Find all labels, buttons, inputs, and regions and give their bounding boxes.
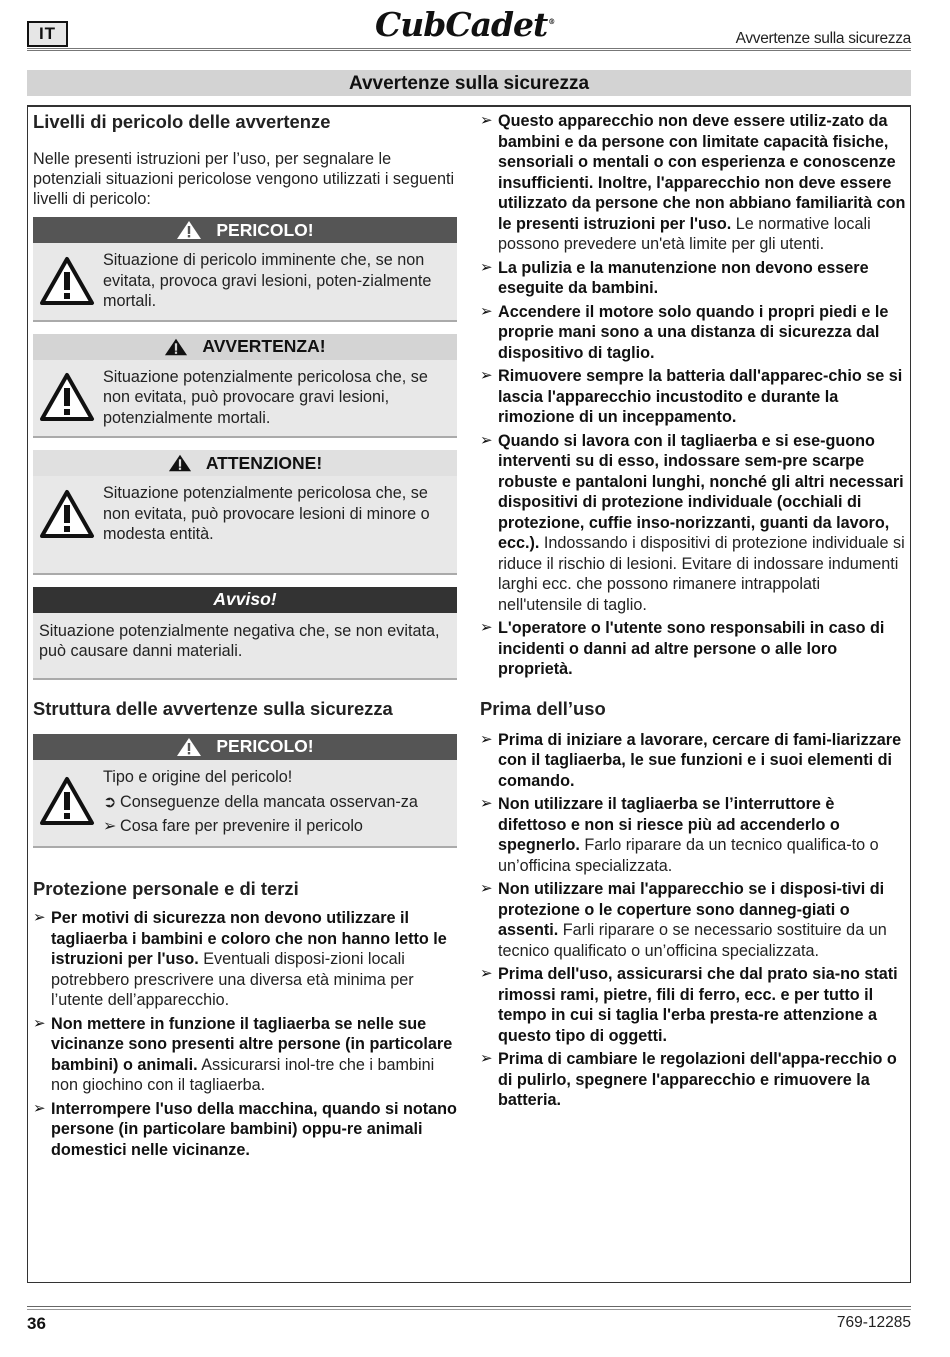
heading-danger-levels: Livelli di pericolo delle avvertenze xyxy=(33,111,331,132)
warning-triangle-icon xyxy=(39,372,95,422)
caution-box xyxy=(33,450,457,575)
notice-header xyxy=(33,587,457,613)
danger-label: PERICOLO! xyxy=(216,219,314,240)
hazard-type-line: Tipo e origine del pericolo! xyxy=(103,767,293,786)
list-item: ➢ Accendere il motore solo quando i propri piedi e le proprie mani sono a una distanza di sicurezza dal dispositivo di taglio. xyxy=(480,302,906,364)
notice-box xyxy=(33,587,457,680)
list-item: ➢ Prima di iniziare a lavorare, cercare di fami-liarizzare con il tagliaerba, le sue funzioni e i suoi elementi di comando. xyxy=(480,730,906,792)
running-header: Avvertenze sulla sicurezza xyxy=(735,30,911,47)
warning-triangle-icon xyxy=(168,453,192,473)
list-item: ➢ Non utilizzare mai l'apparecchio se i disposi-tivi di protezione o le coperture sono danneg-giati o assenti. Farli riparare o se necessario sostituire da un tecnico qualificato o un’officina specializzata. xyxy=(480,879,906,961)
document-number: 769-12285 xyxy=(836,1314,911,1331)
arrow-circle-icon: ➲ xyxy=(103,793,117,811)
list-item: ➢ L'operatore o l'utente sono responsabili in caso di incidenti o danni ad altre persone o alle loro proprietà. xyxy=(480,618,906,680)
warning-box xyxy=(33,334,457,439)
right-bullet-list-a xyxy=(480,111,906,680)
section-title-bar: Avvertenze sulla sicurezza xyxy=(27,70,911,96)
danger-box xyxy=(33,217,457,322)
list-item: ➢ Questo apparecchio non deve essere utiliz-zato da bambini e da persone con limitate capacità fisiche, sensoriali o mentali o con esperienza e conoscenze insufficienti. Inoltre, l'apparecchio non deve essere utilizzato da persone che non abbiano familiarità con le presenti istruzioni per l'uso. Le normative locali possono prevedere un'età limite per gli utenti. xyxy=(480,111,906,255)
header-rule xyxy=(27,48,911,51)
right-column xyxy=(480,111,906,1111)
caution-label: ATTENZIONE! xyxy=(205,452,323,473)
intro-paragraph: Nelle presenti istruzioni per l’uso, per segnalare le potenziali situazioni pericolose vengono utilizzati i seguenti livelli di pericolo: xyxy=(33,150,455,208)
danger-text: Situazione di pericolo imminente che, se non evitata, provoca gravi lesioni, poten-zialmente mortali. xyxy=(103,251,432,310)
list-item: ➢ Non mettere in funzione il tagliaerba se nelle sue vicinanze sono presenti altre persone (in particolare bambini) o animali. Assicurarsi inol-tre che i bambini non giochino con il tagliaerba. xyxy=(33,1014,457,1096)
heading-structure: Struttura delle avvertenze sulla sicurezza xyxy=(33,697,393,719)
heading-personal-protection: Protezione personale e di terzi xyxy=(33,878,299,899)
list-item: ➢ Prima di cambiare le regolazioni dell'appa-recchio o di pulirlo, spegnere l'apparecchio e rimuovere la batteria. xyxy=(480,1049,906,1111)
arrow-bullet-icon: ➢ xyxy=(103,816,117,835)
structure-box xyxy=(33,734,457,849)
list-item: ➢ La pulizia e la manutenzione non devono essere eseguite da bambini. xyxy=(480,258,906,299)
consequence-line: ➲ Conseguenze della mancata osservan-za xyxy=(103,793,418,811)
structure-label: PERICOLO! xyxy=(216,736,314,756)
warning-text: Situazione potenzialmente pericolosa che, se non evitata, può provocare gravi lesioni, potenzialmente mortali. xyxy=(103,367,428,427)
caution-text: Situazione potenzialmente pericolosa che, se non evitata, può provocare lesioni di minore o modesta entità. xyxy=(103,484,430,543)
language-badge: IT xyxy=(27,21,68,47)
notice-label: Avviso! xyxy=(213,589,277,609)
warning-triangle-icon xyxy=(176,737,202,757)
heading-before-use: Prima dell’uso xyxy=(480,697,606,719)
warning-triangle-icon xyxy=(164,337,188,357)
notice-text: Situazione potenzialmente negativa che, se non evitata, può causare danni materiali. xyxy=(39,621,440,660)
warning-label: AVVERTENZA! xyxy=(202,336,326,356)
list-item: ➢ Rimuovere sempre la batteria dall'apparec-chio se si lascia l'apparecchio incustodito e durante la rimozione di un inceppamento. xyxy=(480,366,906,428)
prevention-line: ➢ Cosa fare per prevenire il pericolo xyxy=(103,816,363,835)
warning-triangle-icon xyxy=(176,220,202,240)
list-item: ➢ Per motivi di sicurezza non devono utilizzare il tagliaerba i bambini e coloro che non hanno letto le istruzioni per l'uso. Eventuali disposi-zioni locali potrebbero prescrivere una diversa età minima per l’utente dell’apparecchio. xyxy=(33,908,457,1011)
footer-rule xyxy=(27,1306,911,1310)
warning-triangle-icon xyxy=(39,256,95,306)
left-column xyxy=(33,111,457,1160)
structure-header xyxy=(33,734,457,760)
danger-header xyxy=(33,217,457,243)
list-item: ➢ Interrompere l'uso della macchina, quando si notano persone (in particolare bambini) oppu-re animali domestici nelle vicinanze. xyxy=(33,1099,457,1161)
list-item: ➢ Prima dell'uso, assicurarsi che dal prato sia-no stati rimossi rami, pietre, fili di ferro, ecc. e per tutto il tempo in cui si taglia l'erba presta-re attenzione a questo tipo di oggetti. xyxy=(480,964,906,1046)
right-bullet-list-b xyxy=(480,730,906,1111)
list-item: ➢ Quando si lavora con il tagliaerba e si ese-guono interventi su di esso, indossare sem-pre scarpe robuste e pantaloni lunghi, nonché gli altri necessari dispositivi di protezione individuale (occhiali di protezione, cuffie inso-norizzanti, guanti da lavoro, ecc.). Indossando i dispositivi di protezione individuale si riduce il rischio di lesioni. Evitare di indossare indumenti larghi ecc. che possono rimanere intrappolati nell'utensile di taglio. xyxy=(480,431,906,616)
left-bullet-list xyxy=(33,908,457,1160)
warning-triangle-icon xyxy=(39,776,95,826)
warning-triangle-icon xyxy=(39,489,95,539)
list-item: ➢ Non utilizzare il tagliaerba se l’interruttore è difettoso e non si riesce più ad accenderlo o spegnerlo. Farlo riparare da un tecnico qualifica-to o un’officina specializzata. xyxy=(480,794,906,876)
caution-header xyxy=(33,450,457,476)
warning-header xyxy=(33,334,457,360)
page-number: 36 xyxy=(27,1314,46,1333)
cub-cadet-logo: CubCadet® xyxy=(375,5,555,44)
